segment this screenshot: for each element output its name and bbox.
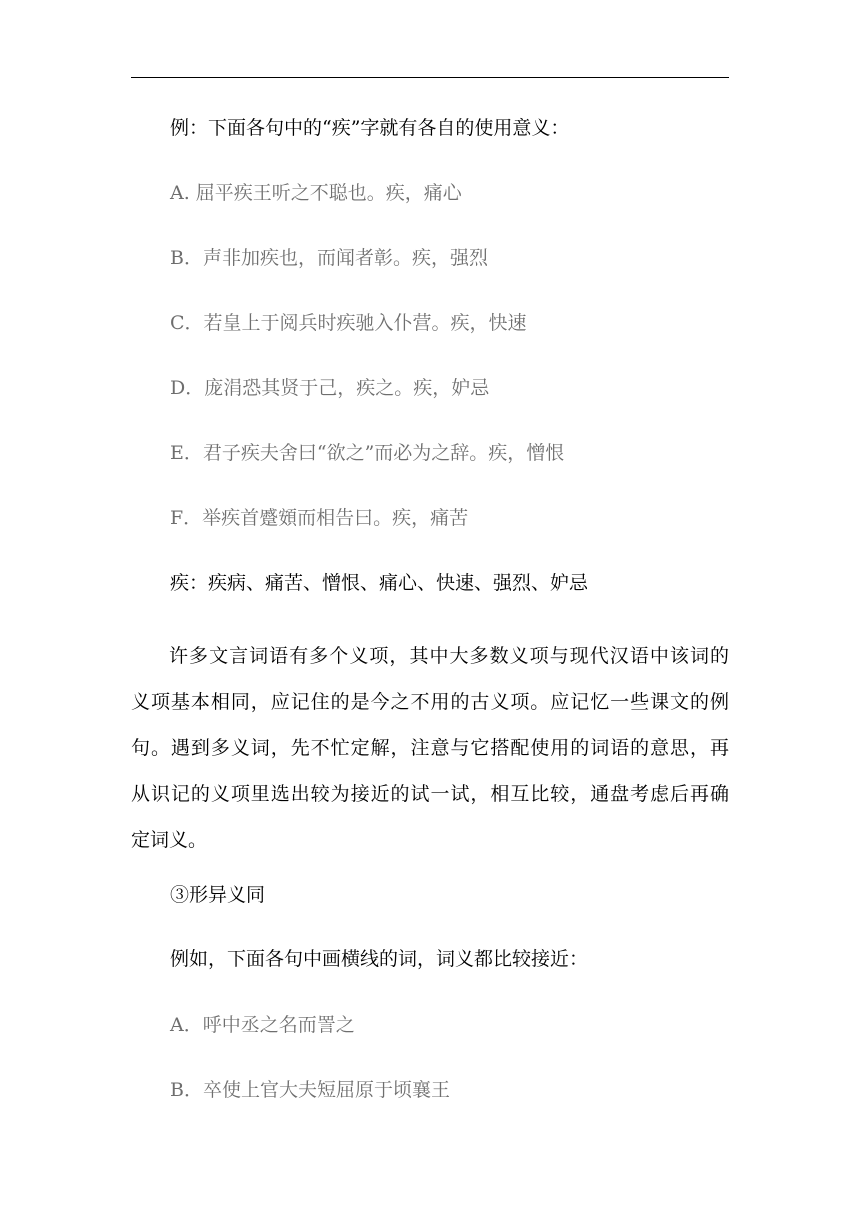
example-option-d: D．庞涓恐其贤于己，疾之。疾，妒忌 bbox=[170, 377, 490, 399]
example-option-c: C．若皇上于阅兵时疾驰入仆营。疾，快速 bbox=[170, 312, 527, 334]
example-option-b: B．声非加疾也，而闻者彰。疾，强烈 bbox=[170, 247, 488, 269]
section-heading: ③形异义同 bbox=[170, 884, 266, 906]
example-intro: 例：下面各句中的“疾”字就有各自的使用意义： bbox=[170, 117, 570, 139]
meaning-summary: 疾：疾病、痛苦、憎恨、痛心、快速、强烈、妒忌 bbox=[170, 572, 589, 594]
example-option-e: E．君子疾夫舍曰“欲之”而必为之辞。疾，憎恨 bbox=[170, 442, 565, 464]
paragraph-line: 句。遇到多义词，先不忙定解，注意与它搭配使用的词语的意思，再 bbox=[131, 737, 729, 759]
paragraph-line: 定词义。 bbox=[131, 829, 208, 851]
header-rule bbox=[131, 77, 729, 78]
example-option-f: F．举疾首蹙頞而相告曰。疾，痛苦 bbox=[170, 507, 469, 529]
example-option-b-2: B．卒使上官大夫短屈原于顷襄王 bbox=[170, 1079, 450, 1101]
example-option-a: A. 屈平疾王听之不聪也。疾，痛心 bbox=[170, 182, 462, 204]
example-option-a-2: A．呼中丞之名而詈之 bbox=[170, 1014, 355, 1036]
explanation-paragraph bbox=[131, 633, 729, 863]
paragraph-line: 许多文言词语有多个义项，其中大多数义项与现代汉语中该词的 bbox=[169, 645, 729, 667]
paragraph-line: 从识记的义项里选出较为接近的试一试，相互比较，通盘考虑后再确 bbox=[131, 783, 729, 805]
paragraph-line: 义项基本相同，应记住的是今之不用的古义项。应记忆一些课文的例 bbox=[131, 691, 729, 713]
example-intro-2: 例如，下面各句中画横线的词，词义都比较接近： bbox=[170, 948, 589, 970]
